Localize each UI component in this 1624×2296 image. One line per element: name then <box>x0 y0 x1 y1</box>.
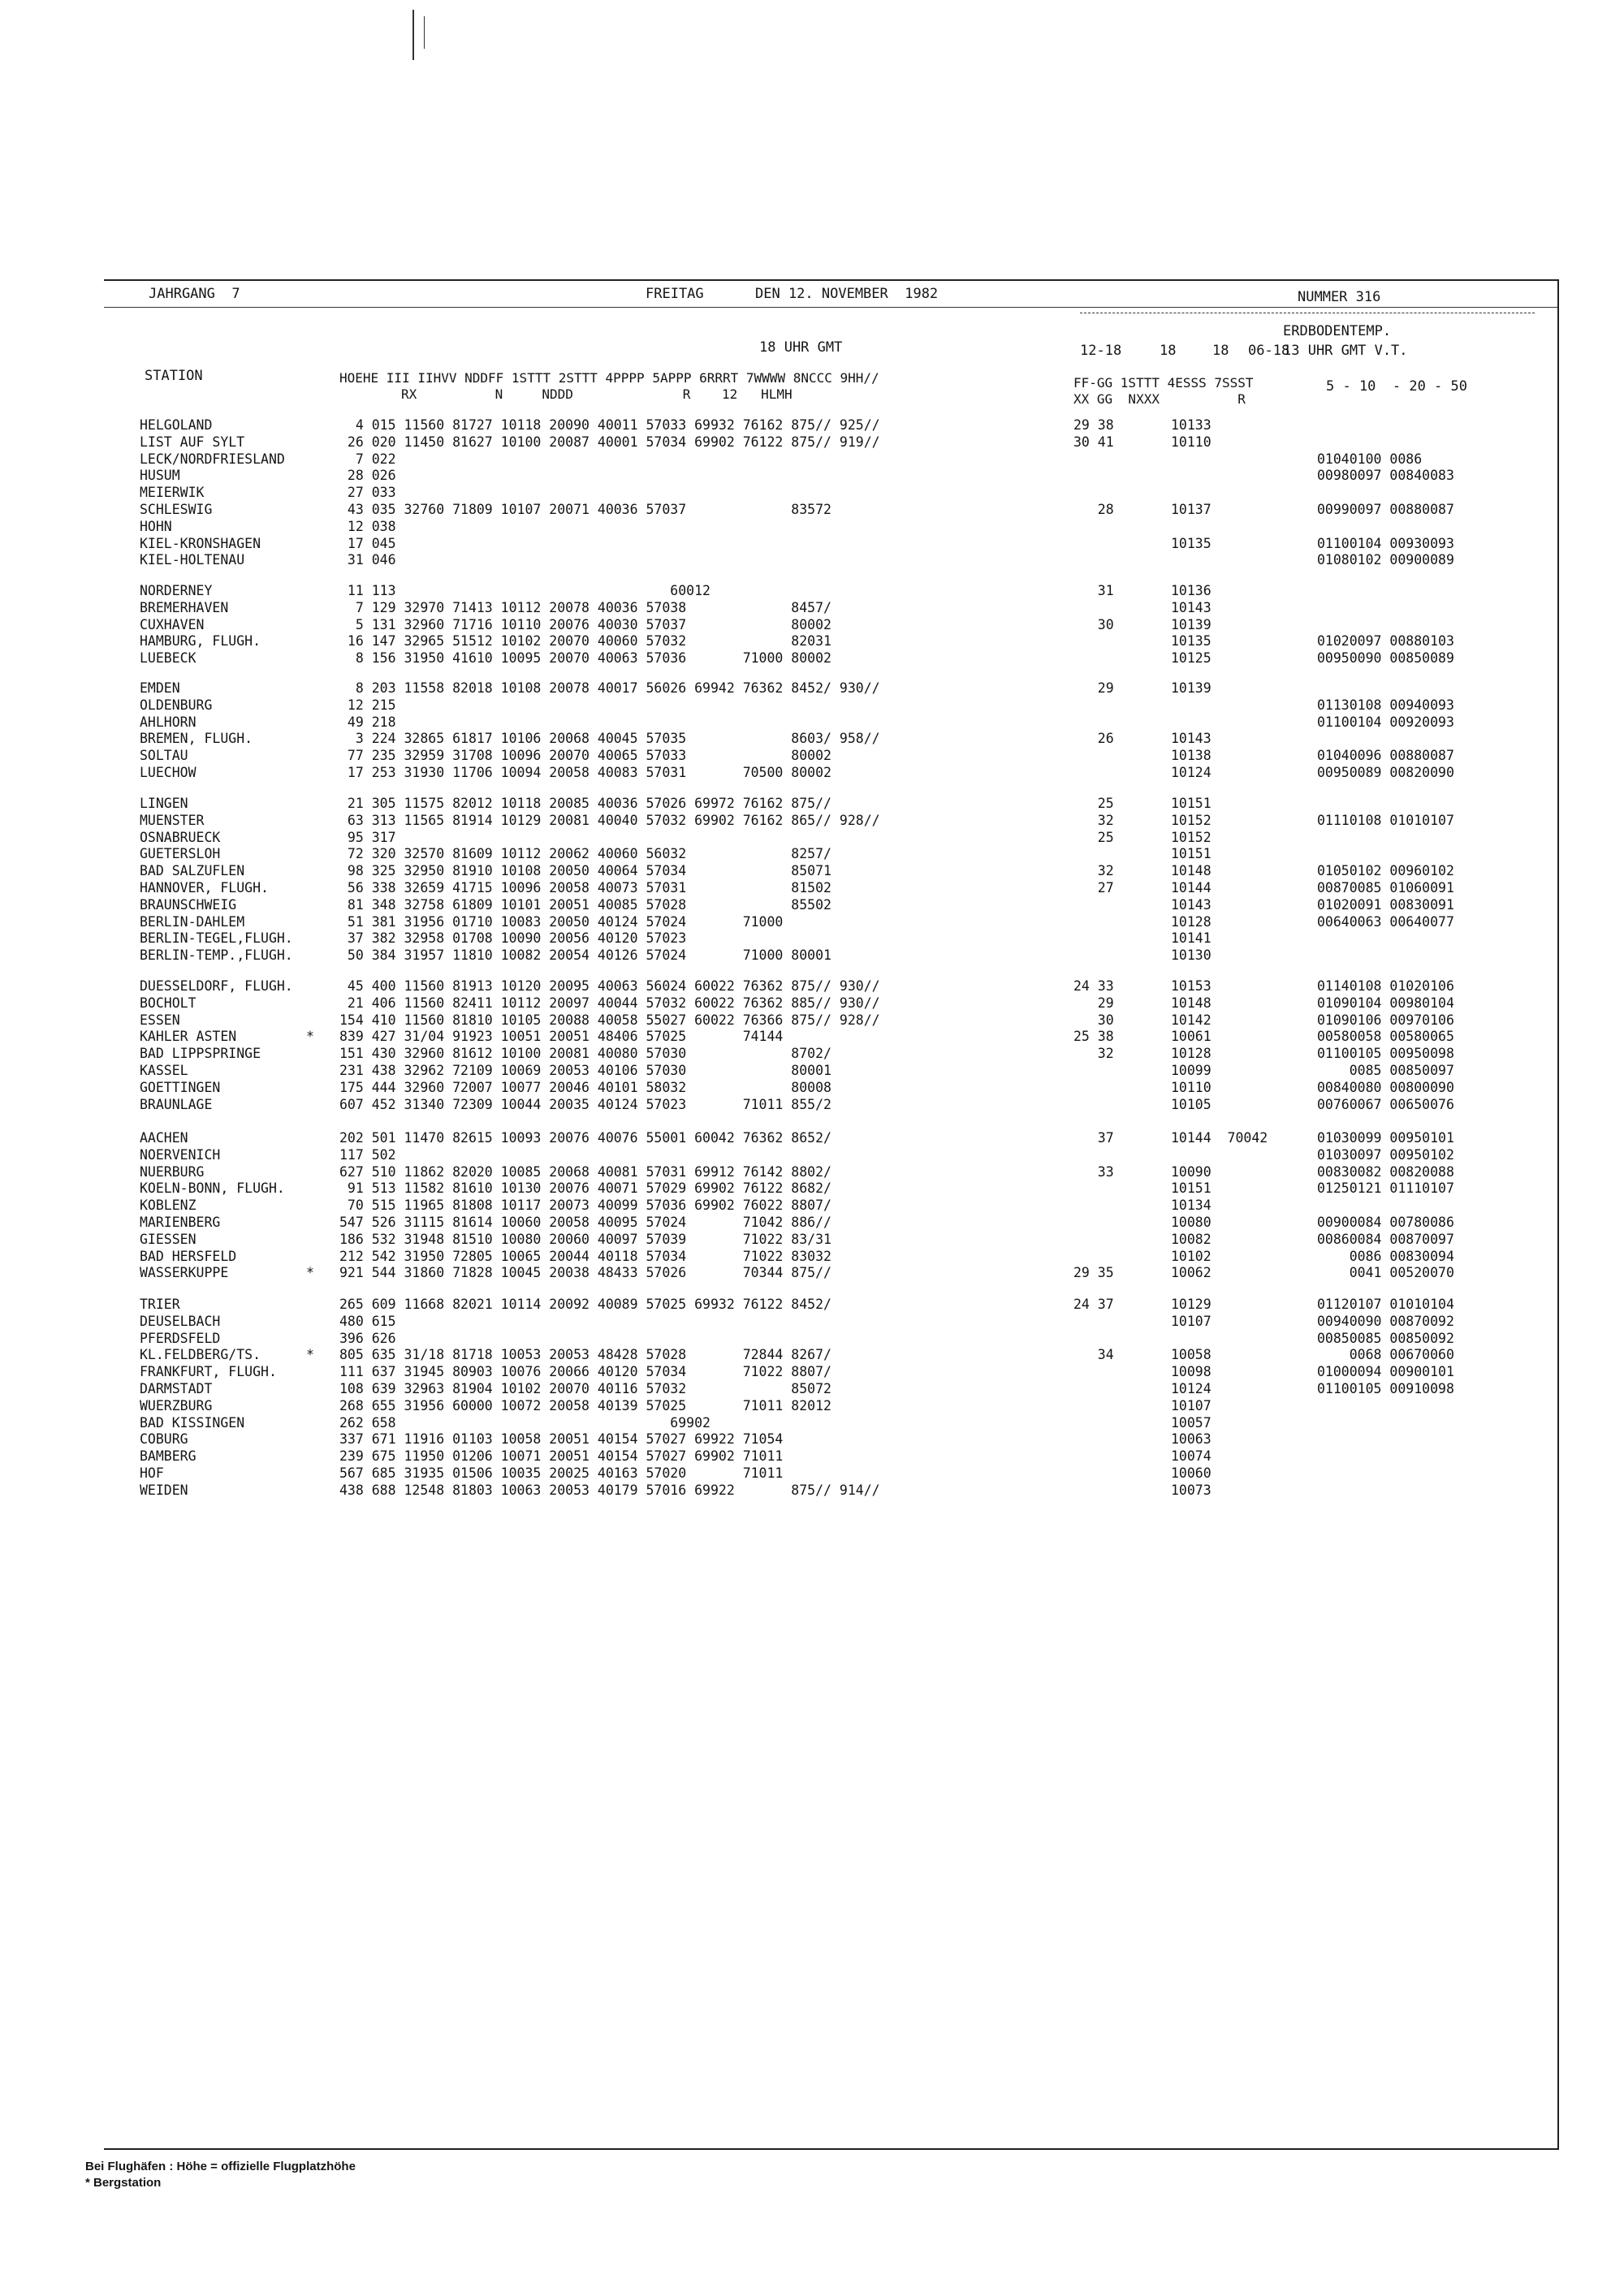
wind-gust: 25 <box>1073 796 1114 811</box>
soil-temp: 01030097 00950102 <box>1317 1146 1454 1163</box>
synop-data: 202 501 11470 82615 10093 20076 40076 55001 60042 76362 8652/ <box>339 1130 831 1146</box>
synop-data: 212 542 31950 72805 10065 20044 40118 57034 71022 83032 <box>339 1248 831 1264</box>
weekday-label: FREITAG <box>646 286 704 302</box>
synop-data: 8 156 31950 41610 10095 20070 40063 57036 71000 80002 <box>339 650 831 667</box>
wind-gust: 24 33 <box>1073 978 1114 994</box>
extreme-temp: 10148 <box>1171 995 1212 1011</box>
extreme-temp: 10139 <box>1171 616 1212 632</box>
synop-data: 16 147 32965 51512 10102 20070 40060 57032 82031 <box>339 633 831 650</box>
extreme-temp: 10060 <box>1171 1465 1212 1481</box>
station-name: WUERZBURG <box>140 1397 213 1413</box>
station-name: FRANKFURT, FLUGH. <box>140 1364 277 1380</box>
station-name: KL.FELDBERG/TS. <box>140 1347 261 1363</box>
soil-temp: 00950090 00850089 <box>1317 650 1454 667</box>
synop-data: 268 655 31956 60000 10072 20058 40139 57025 71011 82012 <box>339 1397 831 1413</box>
wind-gust: 32 <box>1073 863 1114 879</box>
synop-data: 51 381 31956 01710 10083 20050 40124 57024 71000 <box>339 913 784 930</box>
soil-temp: 01250121 01110107 <box>1317 1180 1454 1197</box>
extreme-temp: 10107 <box>1171 1313 1212 1329</box>
wind-gust: 29 38 <box>1073 417 1114 433</box>
scan-mark <box>424 16 425 49</box>
synop-data: 98 325 32950 81910 10108 20050 40064 57034 85071 <box>339 863 831 879</box>
soil-temp: 01100105 00910098 <box>1317 1380 1454 1396</box>
header-rule <box>104 307 1557 308</box>
wind-gust: 30 41 <box>1073 434 1114 450</box>
station-name: HOF <box>140 1465 164 1481</box>
synop-data: 50 384 31957 11810 10082 20054 40126 57024 71000 80001 <box>339 947 831 964</box>
soil-temp: 01080102 00900089 <box>1317 552 1454 568</box>
soil-temp: 01100104 00930093 <box>1317 535 1454 551</box>
wind-gust: 28 <box>1073 501 1114 517</box>
station-name: DEUSELBACH <box>140 1313 221 1329</box>
station-name: MARIENBERG <box>140 1214 221 1230</box>
station-name: EMDEN <box>140 680 180 696</box>
code-header-row1: HOEHE III IIHVV NDDFF 1STTT 2STTT 4PPPP 5APPP 6RRRT 7WWWW 8NCCC 9HH// <box>339 370 879 386</box>
synop-data: 151 430 32960 81612 10100 20081 40080 57030 8702/ <box>339 1046 831 1062</box>
soil-temp: 01090106 00970106 <box>1317 1012 1454 1028</box>
soil-temp: 00950089 00820090 <box>1317 764 1454 780</box>
synop-data: 49 218 <box>339 714 396 730</box>
extreme-temp: 10129 <box>1171 1297 1212 1312</box>
synop-data: 37 382 32958 01708 10090 20056 40120 57023 <box>339 930 687 947</box>
wind-gust: 30 <box>1073 1012 1114 1028</box>
synop-data: 45 400 11560 81913 10120 20095 40063 56024 60022 76362 875// 930// <box>339 978 880 994</box>
synop-data: 231 438 32962 72109 10069 20053 40106 57030 80001 <box>339 1062 831 1078</box>
extreme-temp: 10074 <box>1171 1448 1212 1465</box>
station-name: KIEL-KRONSHAGEN <box>140 535 261 551</box>
soil-temp: 0086 00830094 <box>1317 1248 1454 1264</box>
synop-data: 805 635 31/18 81718 10053 20053 48428 57028 72844 8267/ <box>339 1347 831 1363</box>
station-name: KAHLER ASTEN <box>140 1029 237 1045</box>
wind-gust: 25 38 <box>1073 1029 1114 1045</box>
wind-gust: 29 <box>1073 680 1114 696</box>
soil-temp: 01020091 00830091 <box>1317 896 1454 913</box>
wind-gust: 26 <box>1073 731 1114 747</box>
extreme-temp: 10080 <box>1171 1214 1212 1230</box>
station-name: WASSERKUPPE <box>140 1265 229 1281</box>
soil-temp: 01130108 00940093 <box>1317 697 1454 713</box>
station-name: BAD HERSFELD <box>140 1248 237 1264</box>
synop-data: 111 637 31945 80903 10076 20066 40120 57034 71022 8807/ <box>339 1364 831 1380</box>
synop-data: 17 253 31930 11706 10094 20058 40083 57031 70500 80002 <box>339 764 831 780</box>
station-name: NOERVENICH <box>140 1146 221 1163</box>
extreme-temp: 10107 <box>1171 1397 1212 1413</box>
soil-temp: 01090104 00980104 <box>1317 995 1454 1011</box>
extreme-temp: 10061 <box>1171 1029 1212 1045</box>
soil-temp: 00870085 01060091 <box>1317 879 1454 896</box>
extreme-temp: 10130 <box>1171 947 1212 964</box>
scan-mark <box>412 10 414 60</box>
footnote-mountain-station: * Bergstation <box>85 2176 162 2190</box>
synop-data: 21 305 11575 82012 10118 20085 40036 57026 69972 76162 875// <box>339 796 831 811</box>
soil-temp: 01100104 00920093 <box>1317 714 1454 730</box>
station-name: HOHN <box>140 518 172 534</box>
extreme-temp: 10152 <box>1171 812 1212 828</box>
synop-data: 4 015 11560 81727 10118 20090 40011 57033 69932 76162 875// 925// <box>339 417 880 433</box>
station-header: STATION <box>145 368 203 384</box>
station-name: AHLHORN <box>140 714 197 730</box>
soil-temp: 01140108 01020106 <box>1317 978 1454 994</box>
station-name: BERLIN-TEGEL,FLUGH. <box>140 930 293 947</box>
extreme-temp: 10102 <box>1171 1248 1212 1264</box>
station-name: BAD LIPPSPRINGE <box>140 1046 261 1062</box>
station-name: BOCHOLT <box>140 995 197 1011</box>
extreme-temp: 10135 <box>1171 535 1212 551</box>
wind-gust: 34 <box>1073 1347 1114 1363</box>
soil-temp-title: ERDBODENTEMP. <box>1283 323 1392 339</box>
synop-data: 839 427 31/04 91923 10051 20051 48406 57025 74144 <box>339 1029 784 1045</box>
synop-data: 396 626 <box>339 1330 396 1346</box>
station-name: KOBLENZ <box>140 1198 197 1214</box>
extreme-temp: 10138 <box>1171 748 1212 764</box>
station-name: BERLIN-DAHLEM <box>140 913 245 930</box>
station-name: MUENSTER <box>140 812 205 828</box>
station-name: TRIER <box>140 1297 180 1312</box>
soil-temp: 01050102 00960102 <box>1317 863 1454 879</box>
synop-data: 627 510 11862 82020 10085 20068 40081 57031 69912 76142 8802/ <box>339 1163 831 1180</box>
extreme-temp: 10141 <box>1171 930 1212 947</box>
station-name: SCHLESWIG <box>140 501 213 517</box>
soil-temp: 00940090 00870092 <box>1317 1313 1454 1329</box>
extreme-temp: 10124 <box>1171 764 1212 780</box>
extreme-temp: 10110 <box>1171 1079 1212 1095</box>
date-label: DEN 12. NOVEMBER 1982 <box>755 286 939 302</box>
synop-data: 70 515 11965 81808 10117 20073 40099 57036 69902 76022 8807/ <box>339 1198 831 1214</box>
synop-data: 11 113 60012 <box>339 583 710 598</box>
synop-data: 567 685 31935 01506 10035 20025 40163 57020 71011 <box>339 1465 784 1481</box>
synop-data: 91 513 11582 81610 10130 20076 40071 57029 69902 76122 8682/ <box>339 1180 831 1197</box>
synop-data: 63 313 11565 81914 10129 20081 40040 57032 69902 76162 865// 928// <box>339 812 880 828</box>
station-name: AACHEN <box>140 1130 188 1146</box>
mountain-mark: * <box>306 1029 314 1045</box>
synop-data: 95 317 <box>339 829 396 845</box>
station-name: BREMERHAVEN <box>140 599 229 615</box>
station-name: DUESSELDORF, FLUGH. <box>140 978 293 994</box>
extreme-temp: 10099 <box>1171 1062 1212 1078</box>
station-name: KASSEL <box>140 1062 188 1078</box>
soil-temp: 00580058 00580065 <box>1317 1029 1454 1045</box>
soil-temp: 01040096 00880087 <box>1317 748 1454 764</box>
synop-data: 81 348 32758 61809 10101 20051 40085 57028 85502 <box>339 896 831 913</box>
extreme-temp: 10125 <box>1171 650 1212 667</box>
extreme-temp: 10139 <box>1171 680 1212 696</box>
synop-data: 607 452 31340 72309 10044 20035 40124 57023 71011 855/2 <box>339 1096 831 1112</box>
station-name: GOETTINGEN <box>140 1079 221 1095</box>
issue-number: NUMMER 316 <box>1298 289 1381 305</box>
station-name: LUECHOW <box>140 764 197 780</box>
station-name: ESSEN <box>140 1012 180 1028</box>
synop-data: 28 026 <box>339 468 396 484</box>
wind-gust: 27 <box>1073 879 1114 896</box>
footnote-airport-height: Bei Flughäfen : Höhe = offizielle Flugplatzhöhe <box>85 2160 356 2173</box>
soil-temp: 00980097 00840083 <box>1317 468 1454 484</box>
wind-gust: 25 <box>1073 829 1114 845</box>
extreme-temp: 10143 <box>1171 896 1212 913</box>
synop-data: 21 406 11560 82411 10112 20097 40044 57032 60022 76362 885// 930// <box>339 995 880 1011</box>
soil-temp: 01110108 01010107 <box>1317 812 1454 828</box>
synop-data: 3 224 32865 61817 10106 20068 40045 57035 8603/ 958// <box>339 731 880 747</box>
station-name: BAD KISSINGEN <box>140 1414 245 1431</box>
soil-depth-header: 5 - 10 - 20 - 50 <box>1326 378 1467 395</box>
extreme-temp: 10082 <box>1171 1231 1212 1247</box>
station-name: HELGOLAND <box>140 417 213 433</box>
period-06-18: 06-18 <box>1248 343 1290 359</box>
extreme-temp: 10143 <box>1171 599 1212 615</box>
extreme-temp: 10058 <box>1171 1347 1212 1363</box>
soil-temp: 0041 00520070 <box>1317 1265 1454 1281</box>
soil-temp: 0068 00670060 <box>1317 1347 1454 1363</box>
station-name: HANNOVER, FLUGH. <box>140 879 269 896</box>
station-name: BRAUNSCHWEIG <box>140 896 237 913</box>
period-18a: 18 <box>1160 343 1177 359</box>
station-name: BAMBERG <box>140 1448 197 1465</box>
extreme-temp: 10144 70042 <box>1171 1130 1268 1146</box>
synop-data: 43 035 32760 71809 10107 20071 40036 57037 83572 <box>339 501 831 517</box>
mountain-mark: * <box>306 1265 314 1281</box>
station-name: OLDENBURG <box>140 697 213 713</box>
synop-data: 547 526 31115 81614 10060 20058 40095 57024 71042 886// <box>339 1214 831 1230</box>
synop-data: 239 675 11950 01206 10071 20051 40154 57027 69902 71011 <box>339 1448 784 1465</box>
station-name: KOELN-BONN, FLUGH. <box>140 1180 285 1197</box>
extreme-temp: 10110 <box>1171 434 1212 450</box>
station-name: NUERBURG <box>140 1163 205 1180</box>
wind-gust: 29 35 <box>1073 1265 1114 1281</box>
synop-data: 480 615 <box>339 1313 396 1329</box>
ff-header-row1: FF-GG 1STTT 4ESSS 7SSST <box>1073 375 1254 391</box>
extreme-temp: 10124 <box>1171 1380 1212 1396</box>
synop-data: 31 046 <box>339 552 396 568</box>
synop-data: 175 444 32960 72007 10077 20046 40101 58032 80008 <box>339 1079 831 1095</box>
extreme-temp: 10134 <box>1171 1198 1212 1214</box>
wind-gust: 29 <box>1073 995 1114 1011</box>
observation-time: 18 UHR GMT <box>759 339 843 356</box>
soil-temp: 01120107 01010104 <box>1317 1297 1454 1312</box>
soil-temp: 00860084 00870097 <box>1317 1231 1454 1247</box>
soil-temp: 00840080 00800090 <box>1317 1079 1454 1095</box>
station-name: KIEL-HOLTENAU <box>140 552 245 568</box>
station-name: SOLTAU <box>140 748 188 764</box>
wind-gust: 37 <box>1073 1130 1114 1146</box>
extreme-temp: 10057 <box>1171 1414 1212 1431</box>
extreme-temp: 10142 <box>1171 1012 1212 1028</box>
extreme-temp: 10137 <box>1171 501 1212 517</box>
soil-temp: 00830082 00820088 <box>1317 1163 1454 1180</box>
station-name: LINGEN <box>140 796 188 811</box>
station-name: MEIERWIK <box>140 485 205 501</box>
extreme-temp: 10090 <box>1171 1163 1212 1180</box>
soil-temp: 00900084 00780086 <box>1317 1214 1454 1230</box>
soil-temp: 01000094 00900101 <box>1317 1364 1454 1380</box>
station-name: BRAUNLAGE <box>140 1096 213 1112</box>
synop-data: 8 203 11558 82018 10108 20078 40017 56026 69942 76362 8452/ 930// <box>339 680 880 696</box>
synop-data: 72 320 32570 81609 10112 20062 40060 56032 8257/ <box>339 846 831 862</box>
period-18b: 18 <box>1212 343 1229 359</box>
station-name: HUSUM <box>140 468 180 484</box>
synop-data: 265 609 11668 82021 10114 20092 40089 57025 69932 76122 8452/ <box>339 1297 831 1312</box>
synop-data: 154 410 11560 81810 10105 20088 40058 55027 60022 76366 875// 928// <box>339 1012 880 1028</box>
synop-data: 186 532 31948 81510 10080 20060 40097 57039 71022 83/31 <box>339 1231 831 1247</box>
synop-data: 262 658 69902 <box>339 1414 710 1431</box>
extreme-temp: 10105 <box>1171 1096 1212 1112</box>
station-name: BREMEN, FLUGH. <box>140 731 253 747</box>
extreme-temp: 10133 <box>1171 417 1212 433</box>
station-name: HAMBURG, FLUGH. <box>140 633 261 650</box>
station-name: BERLIN-TEMP.,FLUGH. <box>140 947 293 964</box>
extreme-temp: 10128 <box>1171 913 1212 930</box>
synop-data: 438 688 12548 81803 10063 20053 40179 57016 69922 875// 914// <box>339 1482 880 1498</box>
wind-gust: 33 <box>1073 1163 1114 1180</box>
soil-temp: 01100105 00950098 <box>1317 1046 1454 1062</box>
extreme-temp: 10151 <box>1171 796 1212 811</box>
mountain-mark: * <box>306 1347 314 1363</box>
synop-data: 108 639 32963 81904 10102 20070 40116 57032 85072 <box>339 1380 831 1396</box>
synop-data: 5 131 32960 71716 10110 20076 40030 57037 80002 <box>339 616 831 632</box>
soil-temp: 0085 00850097 <box>1317 1062 1454 1078</box>
synop-data: 117 502 <box>339 1146 396 1163</box>
soil-temp: 01020097 00880103 <box>1317 633 1454 650</box>
wind-gust: 30 <box>1073 616 1114 632</box>
extreme-temp: 10128 <box>1171 1046 1212 1062</box>
ff-header-row2: XX GG NXXX R <box>1073 391 1246 407</box>
station-name: GUETERSLOH <box>140 846 221 862</box>
station-name: PFERDSFELD <box>140 1330 221 1346</box>
synop-data: 26 020 11450 81627 10100 20087 40001 57034 69902 76122 875// 919// <box>339 434 880 450</box>
soil-temp: 01030099 00950101 <box>1317 1130 1454 1146</box>
station-name: OSNABRUECK <box>140 829 221 845</box>
station-name: LIST AUF SYLT <box>140 434 245 450</box>
synop-data: 27 033 <box>339 485 396 501</box>
synop-data: 56 338 32659 41715 10096 20058 40073 57031 81502 <box>339 879 831 896</box>
station-name: CUXHAVEN <box>140 616 205 632</box>
extreme-temp: 10148 <box>1171 863 1212 879</box>
soil-temp: 01040100 0086 <box>1317 451 1423 467</box>
soil-temp: 00990097 00880087 <box>1317 501 1454 517</box>
station-name: DARMSTADT <box>140 1380 213 1396</box>
volume-label: JAHRGANG 7 <box>149 286 240 302</box>
station-name: NORDERNEY <box>140 583 213 598</box>
synop-data: 12 038 <box>339 518 396 534</box>
period-12-18: 12-18 <box>1080 343 1122 359</box>
station-name: GIESSEN <box>140 1231 197 1247</box>
code-header-row2: RX N NDDD R 12 HLMH <box>401 386 793 402</box>
wind-gust: 32 <box>1073 1046 1114 1062</box>
extreme-temp: 10143 <box>1171 731 1212 747</box>
station-name: LUEBECK <box>140 650 197 667</box>
synop-data: 77 235 32959 31708 10096 20070 40065 57033 80002 <box>339 748 831 764</box>
synop-data: 7 129 32970 71413 10112 20078 40036 57038 8457/ <box>339 599 831 615</box>
extreme-temp: 10073 <box>1171 1482 1212 1498</box>
extreme-temp: 10152 <box>1171 829 1212 845</box>
extreme-temp: 10098 <box>1171 1364 1212 1380</box>
soil-temp: 00640063 00640077 <box>1317 913 1454 930</box>
synop-data: 337 671 11916 01103 10058 20051 40154 57027 69922 71054 <box>339 1431 784 1448</box>
wind-gust: 32 <box>1073 812 1114 828</box>
wind-gust: 24 37 <box>1073 1297 1114 1312</box>
extreme-temp: 10135 <box>1171 633 1212 650</box>
synop-data: 7 022 <box>339 451 396 467</box>
synop-data: 17 045 <box>339 535 396 551</box>
soil-temp-time: 13 UHR GMT V.T. <box>1283 343 1408 359</box>
station-name: WEIDEN <box>140 1482 188 1498</box>
synop-data: 12 215 <box>339 697 396 713</box>
synop-data: 921 544 31860 71828 10045 20038 48433 57026 70344 875// <box>339 1265 831 1281</box>
station-name: BAD SALZUFLEN <box>140 863 245 879</box>
extreme-temp: 10063 <box>1171 1431 1212 1448</box>
station-name: LECK/NORDFRIESLAND <box>140 451 285 467</box>
wind-gust: 31 <box>1073 583 1114 598</box>
extreme-temp: 10151 <box>1171 1180 1212 1197</box>
extreme-temp: 10153 <box>1171 978 1212 994</box>
extreme-temp: 10062 <box>1171 1265 1212 1281</box>
soil-temp: 00760067 00650076 <box>1317 1096 1454 1112</box>
extreme-temp: 10136 <box>1171 583 1212 598</box>
extreme-temp: 10151 <box>1171 846 1212 862</box>
soil-temp: 00850085 00850092 <box>1317 1330 1454 1346</box>
extreme-temp: 10144 <box>1171 879 1212 896</box>
station-name: COBURG <box>140 1431 188 1448</box>
